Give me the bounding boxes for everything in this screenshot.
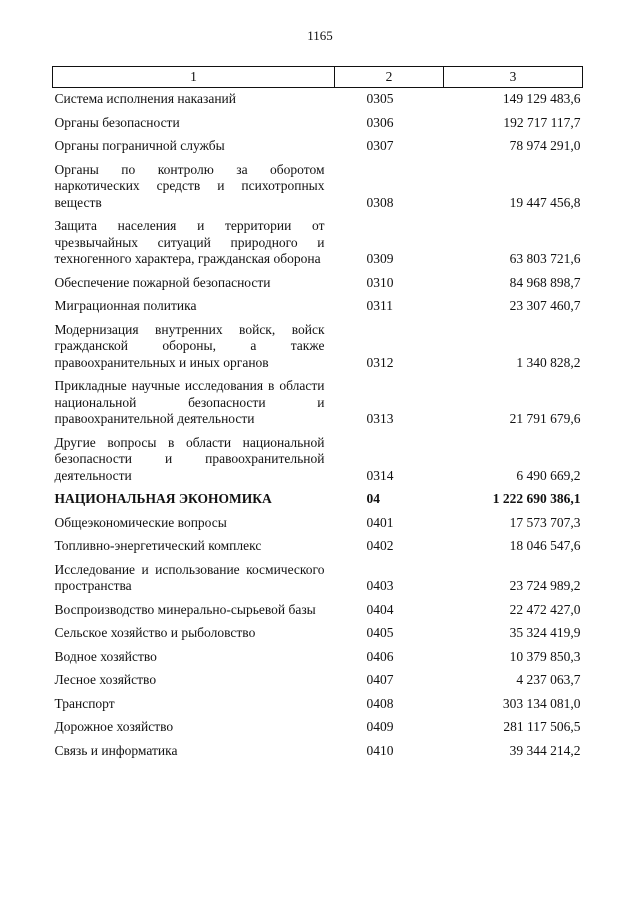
row-name: Исследование и использование космического пространства	[54, 561, 325, 593]
table-row	[53, 88, 583, 112]
row-name: Водное хозяйство	[54, 648, 157, 664]
column-header-code: 2	[335, 67, 444, 88]
row-amount: 22 472 427,0	[509, 601, 581, 617]
row-code: 04	[366, 491, 380, 506]
row-code: 0403	[366, 578, 394, 593]
row-code: 0402	[366, 538, 394, 553]
row-amount: 303 134 081,0	[502, 695, 581, 711]
table-row	[53, 693, 583, 717]
table-row	[53, 319, 583, 376]
row-name: Транспорт	[54, 695, 115, 711]
row-name: Защита населения и территории от чрезвычайных ситуаций природного и техногенного характера, гражданская оборона	[54, 218, 325, 266]
table-row	[53, 375, 583, 432]
header-row	[53, 67, 583, 88]
table-header	[53, 67, 583, 88]
row-amount: 192 717 117,7	[503, 114, 581, 130]
table-row	[53, 740, 583, 764]
table-row	[53, 599, 583, 623]
table-row	[53, 159, 583, 216]
row-code: 0405	[366, 625, 394, 640]
row-amount: 39 344 214,2	[509, 742, 581, 758]
row-name: Топливно-энергетический комплекс	[54, 538, 262, 553]
table-row	[53, 215, 583, 272]
row-code: 0307	[366, 138, 394, 153]
table-row	[53, 669, 583, 693]
table-row	[53, 295, 583, 319]
row-code: 0314	[366, 467, 394, 483]
row-code: 0311	[366, 298, 393, 313]
row-amount: 23 724 989,2	[509, 578, 581, 593]
row-name: Миграционная политика	[54, 298, 197, 313]
row-amount: 10 379 850,3	[509, 648, 581, 664]
row-code: 0308	[366, 194, 394, 210]
row-code: 0306	[366, 114, 394, 130]
row-code: 0409	[366, 719, 394, 734]
page-number: 1165	[307, 28, 333, 43]
row-name: Обеспечение пожарной безопасности	[54, 274, 271, 290]
row-name: Прикладные научные исследования в области национальной безопасности и правоохранительной деятельности	[54, 378, 325, 426]
table-row	[53, 559, 583, 599]
row-amount: 19 447 456,8	[509, 194, 581, 210]
row-name: Воспроизводство минерально-сырьевой базы	[54, 601, 316, 617]
row-code: 0404	[366, 601, 394, 617]
column-header-name: 1	[53, 67, 335, 88]
row-code: 0310	[366, 274, 394, 290]
table-body	[53, 88, 583, 764]
row-amount: 21 791 679,6	[509, 411, 581, 426]
row-amount: 281 117 506,5	[503, 719, 581, 734]
table-row	[53, 135, 583, 159]
row-amount: 63 803 721,6	[509, 251, 581, 266]
row-amount: 1 222 690 386,1	[492, 491, 581, 506]
table-row	[53, 432, 583, 489]
row-amount: 18 046 547,6	[509, 538, 581, 553]
budget-table	[52, 66, 583, 763]
table-row	[53, 622, 583, 646]
row-code: 0408	[366, 695, 394, 711]
row-amount: 35 324 419,9	[509, 625, 581, 640]
table-row	[53, 272, 583, 296]
row-name: Общеэкономические вопросы	[54, 514, 227, 530]
row-amount: 4 237 063,7	[516, 672, 581, 687]
row-name: Модернизация внутренних войск, войск гражданской обороны, а также правоохранительных и иных органов	[54, 321, 325, 370]
row-code: 0313	[366, 411, 394, 426]
row-name: НАЦИОНАЛЬНАЯ ЭКОНОМИКА	[54, 491, 272, 506]
row-code: 0305	[366, 91, 394, 106]
row-amount: 17 573 707,3	[509, 514, 581, 530]
table-row	[53, 512, 583, 536]
row-code: 0312	[366, 354, 394, 370]
row-code: 0406	[366, 648, 394, 664]
row-amount: 78 974 291,0	[509, 138, 581, 153]
row-name: Органы по контролю за оборотом наркотических средств и психотропных веществ	[54, 161, 325, 210]
column-header-amount: 3	[444, 67, 583, 88]
row-amount: 84 968 898,7	[509, 274, 581, 290]
row-name: Связь и информатика	[54, 742, 178, 758]
row-name: Дорожное хозяйство	[54, 719, 174, 734]
row-name: Лесное хозяйство	[54, 672, 157, 687]
row-code: 0407	[366, 672, 394, 687]
row-name: Органы пограничной службы	[54, 138, 225, 153]
row-amount: 149 129 483,6	[502, 91, 581, 106]
row-name: Другие вопросы в области национальной безопасности и правоохранительной деятельности	[54, 434, 325, 483]
table-row	[53, 112, 583, 136]
row-name: Органы безопасности	[54, 114, 180, 130]
row-code: 0309	[366, 251, 394, 266]
row-amount: 6 490 669,2	[516, 467, 581, 483]
row-amount: 23 307 460,7	[509, 298, 581, 313]
table-row	[53, 716, 583, 740]
row-name: Сельское хозяйство и рыболовство	[54, 625, 256, 640]
table-row	[53, 488, 583, 512]
row-code: 0401	[366, 514, 394, 530]
row-code: 0410	[366, 742, 394, 758]
row-amount: 1 340 828,2	[516, 354, 581, 370]
table-row	[53, 646, 583, 670]
table-row	[53, 535, 583, 559]
row-name: Система исполнения наказаний	[54, 91, 236, 106]
